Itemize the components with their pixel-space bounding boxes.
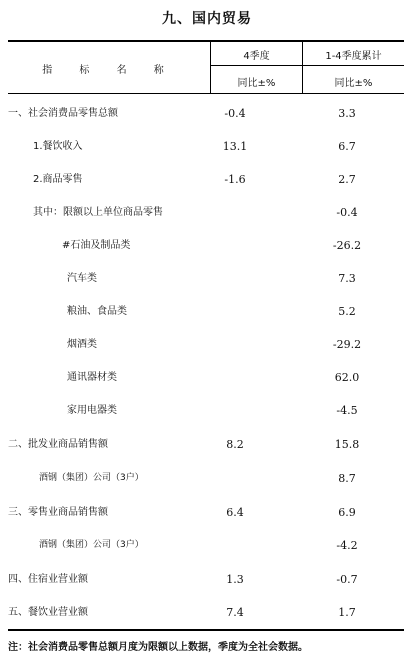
table-title: 九、国内贸易 — [162, 11, 252, 27]
ytd-value: 3.3 — [338, 107, 356, 120]
row-label: 2.商品零售 — [33, 174, 83, 185]
row-label: 酒钢（集团）公司（3户） — [39, 473, 144, 483]
ytd-value: 6.9 — [338, 506, 356, 519]
header-bottom-rule — [8, 93, 404, 94]
row-label: 四、住宿业营业额 — [8, 574, 88, 585]
q4-value: 8.2 — [226, 438, 244, 451]
row-label: 五、餐饮业营业额 — [8, 607, 88, 618]
table-row — [8, 529, 404, 562]
row-label: 汽车类 — [67, 273, 97, 284]
row-label: 通讯器材类 — [67, 372, 117, 383]
ytd-value: 6.7 — [338, 140, 356, 153]
ytd-value: -4.5 — [336, 404, 358, 417]
row-label: 二、批发业商品销售额 — [8, 439, 108, 450]
q4-value — [203, 462, 267, 495]
q4-yoy-header: 同比±% — [237, 78, 276, 89]
q4-value: 6.4 — [226, 506, 244, 519]
table-row — [8, 361, 404, 394]
table-row — [8, 462, 404, 495]
ytd-header: 1-4季度累计 — [325, 51, 382, 62]
ytd-value: 8.7 — [338, 472, 356, 485]
table-row — [8, 328, 404, 361]
row-label: 家用电器类 — [67, 405, 117, 416]
row-label: 1.餐饮收入 — [33, 141, 83, 152]
table-row — [8, 596, 404, 629]
ytd-value: -0.4 — [336, 206, 358, 219]
top-rule — [8, 40, 404, 42]
ytd-value: 2.7 — [338, 173, 356, 186]
q4-value — [203, 394, 267, 427]
q4-value — [203, 229, 267, 262]
q4-value: -0.4 — [224, 107, 246, 120]
q4-value — [203, 196, 267, 229]
indicator-header: 指 标 名 称 — [42, 65, 176, 76]
table-row — [8, 262, 404, 295]
ytd-value: 1.7 — [338, 606, 356, 619]
ytd-value: -26.2 — [332, 239, 362, 252]
q4-value: 1.3 — [226, 573, 244, 586]
row-label: #石油及制品类 — [62, 240, 131, 251]
ytd-value: -29.2 — [332, 338, 362, 351]
ytd-value: 62.0 — [334, 371, 360, 384]
q4-value — [203, 295, 267, 328]
ytd-value: 15.8 — [334, 438, 360, 451]
row-label: 粮油、食品类 — [67, 306, 127, 317]
table-row — [8, 496, 404, 529]
table-row — [8, 394, 404, 427]
ytd-value: 5.2 — [338, 305, 356, 318]
footnote: 注：社会消费品零售总额月度为限额以上数据，季度为全社会数据。 — [8, 642, 308, 653]
q4-header: 4季度 — [243, 51, 270, 62]
bottom-rule — [8, 629, 404, 631]
header-mid-rule — [210, 65, 404, 66]
q4-value — [203, 262, 267, 295]
table-row — [8, 295, 404, 328]
table-row — [8, 196, 404, 229]
q4-value — [203, 361, 267, 394]
q4-value: 13.1 — [222, 140, 248, 153]
table-row — [8, 163, 404, 196]
table-row — [8, 229, 404, 262]
ytd-value: -0.7 — [336, 573, 358, 586]
ytd-yoy-header: 同比±% — [334, 78, 373, 89]
ytd-value: -4.2 — [336, 539, 358, 552]
row-label: 一、社会消费品零售总额 — [8, 108, 118, 119]
table-row — [8, 130, 404, 163]
q4-value: -1.6 — [224, 173, 246, 186]
table-row — [8, 428, 404, 461]
row-label: 三、零售业商品销售额 — [8, 507, 108, 518]
ytd-value: 7.3 — [338, 272, 356, 285]
table-row — [8, 97, 404, 130]
table-row — [8, 563, 404, 596]
row-label: 酒钢（集团）公司（3户） — [39, 540, 144, 550]
row-label: 烟酒类 — [67, 339, 97, 350]
q4-value: 7.4 — [226, 606, 244, 619]
row-label: 其中：限额以上单位商品零售 — [33, 207, 163, 218]
q4-value — [203, 529, 267, 562]
q4-value — [203, 328, 267, 361]
